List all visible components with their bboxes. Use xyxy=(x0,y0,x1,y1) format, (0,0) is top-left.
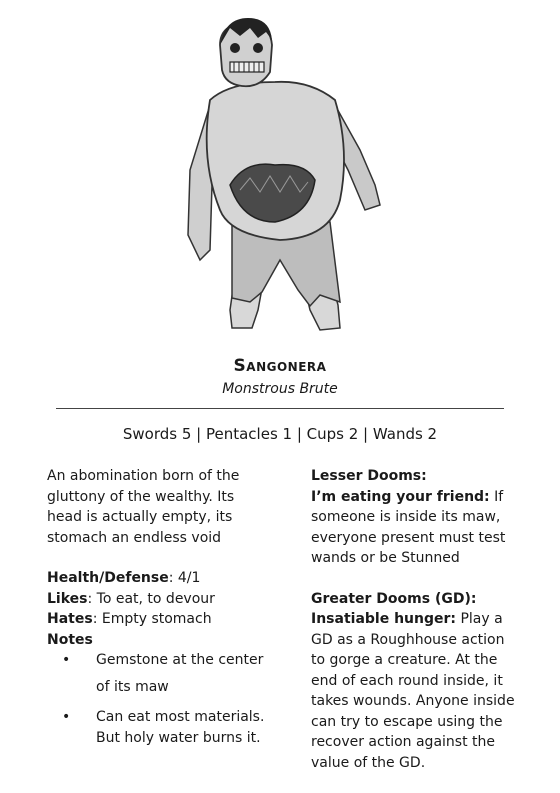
list-item: • Gemstone at the center of its maw xyxy=(47,647,267,701)
lesser-dooms-heading: Lesser Dooms: xyxy=(311,468,427,484)
health-label: Health/Defense xyxy=(47,570,169,586)
greater-doom-name: Insatiable hunger: xyxy=(311,611,457,627)
hates-label: Hates xyxy=(47,611,93,627)
left-column xyxy=(47,466,267,748)
hates-value: : Empty stomach xyxy=(92,611,212,627)
health-value: : 4/1 xyxy=(168,570,201,586)
likes-value: : To eat, to devour xyxy=(87,590,215,607)
right-column xyxy=(311,466,521,773)
likes-row xyxy=(47,589,267,610)
greater-doom-text: Play a GD as a Roughhouse action to gorge a creature. At the end of each round inside, it takes wounds. Anyone inside can try to escape using the recover action against the value of the GD. xyxy=(311,611,515,771)
greater-doom xyxy=(311,609,521,773)
creature-name: Sangonera xyxy=(233,356,327,376)
likes-label: Likes xyxy=(47,590,88,607)
notes-label: Notes xyxy=(47,631,93,648)
creature-type: Monstrous Brute xyxy=(222,381,338,397)
list-item: • Can eat most materials. But holy water burns it. xyxy=(47,707,267,748)
lesser-doom-name: I’m eating your friend: xyxy=(311,488,490,505)
stat-line: Swords 5 | Pentacles 1 | Cups 2 | Wands 2 xyxy=(122,425,438,443)
lesser-doom-text: If someone is inside its maw, everyone present must test wands or be Stunned xyxy=(311,488,506,566)
hates-row xyxy=(47,609,267,630)
divider xyxy=(56,408,504,409)
greater-dooms-heading: Greater Dooms (GD): xyxy=(311,590,477,607)
notes-list xyxy=(47,647,267,748)
health-row xyxy=(47,568,267,589)
lesser-doom xyxy=(311,487,521,569)
description: An abomination born of the gluttony of the wealthy. Its head is actually empty, its stomach an endless void xyxy=(47,468,240,546)
monster-illustration xyxy=(170,10,390,340)
